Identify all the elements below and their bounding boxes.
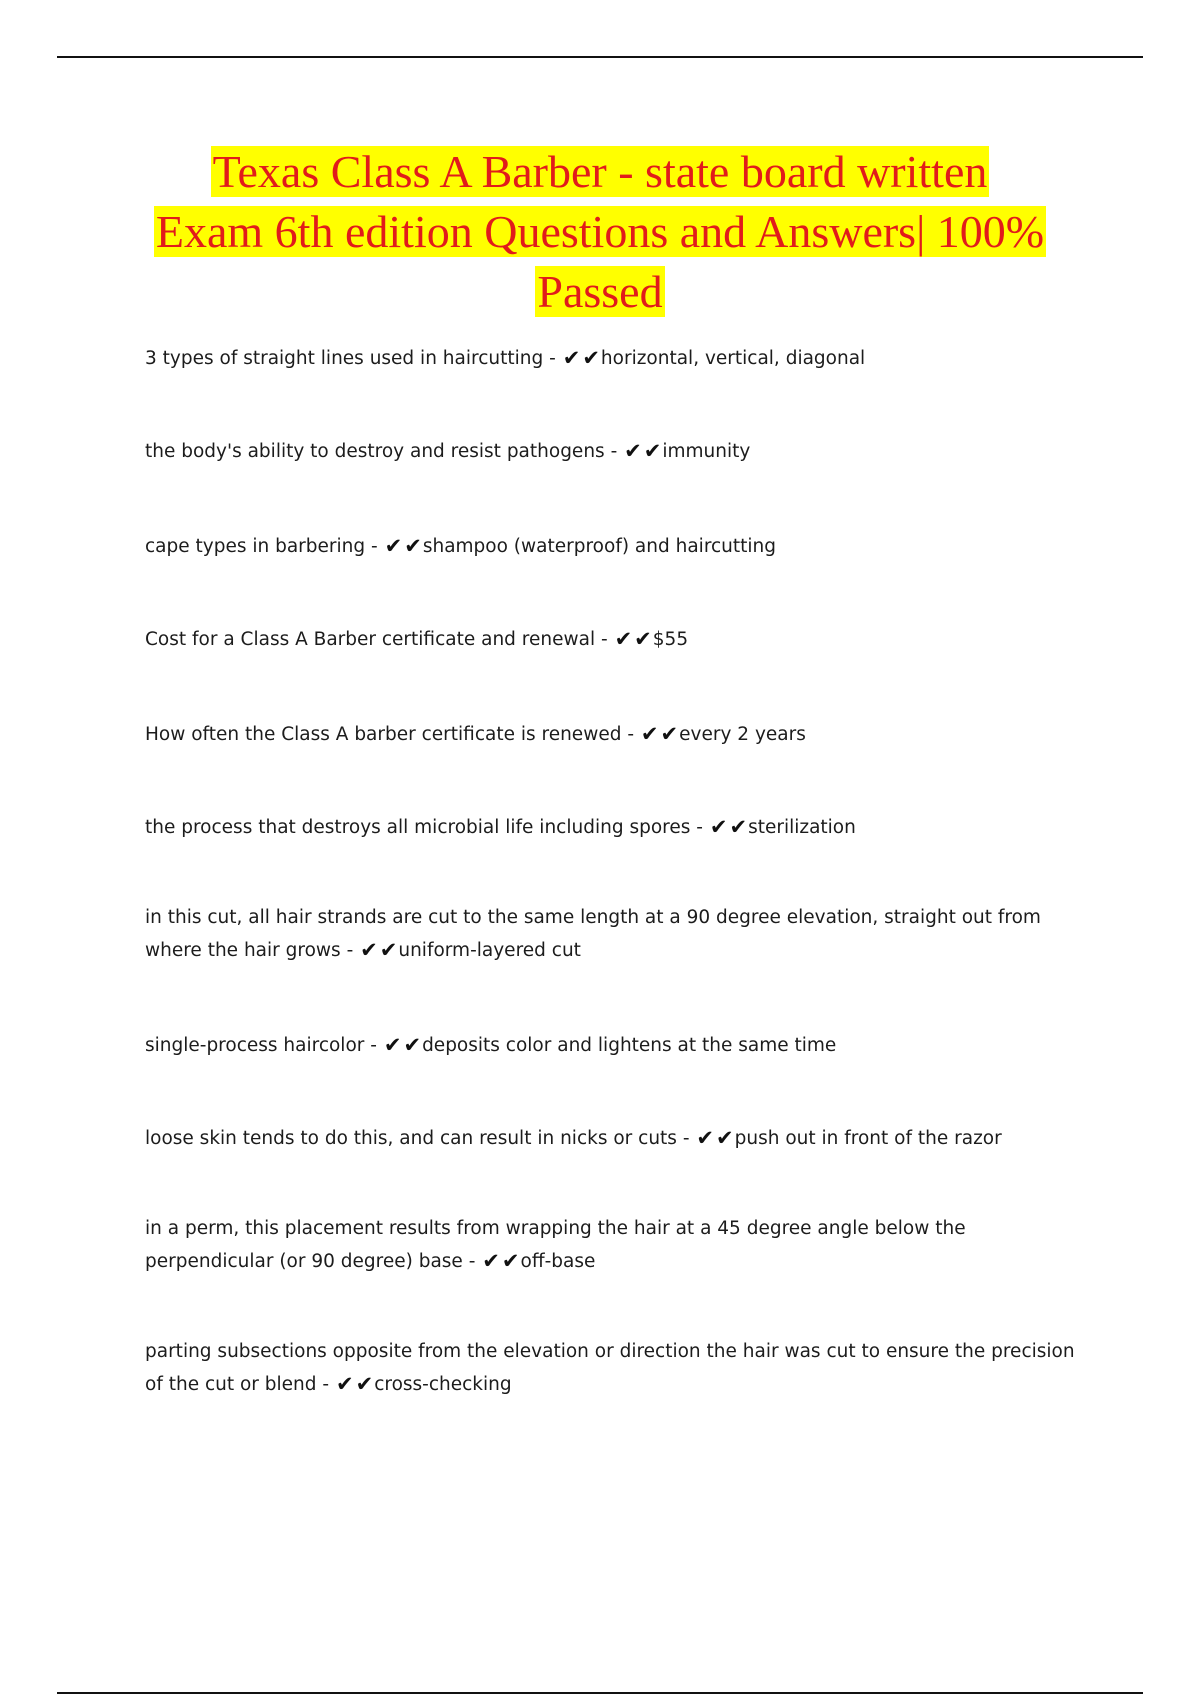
dash: - (610, 441, 618, 462)
question-text: the process that destroys all microbial life including spores (145, 817, 691, 838)
dash: - (322, 1374, 330, 1395)
check-mark-icon: ✔ (643, 439, 662, 463)
check-mark-icon: ✔ (709, 815, 728, 839)
check-mark-icon: ✔ (729, 815, 748, 839)
check-mark-icon: ✔ (403, 1033, 422, 1057)
title-line-3: Passed (537, 266, 663, 317)
answer-text: deposits color and lightens at the same time (422, 1035, 837, 1056)
check-mark-icon: ✔ (336, 1372, 354, 1396)
check-mark-icon: ✔ (360, 938, 378, 962)
check-mark-icon: ✔ (716, 1126, 734, 1150)
answer-text: $55 (652, 629, 689, 650)
answer-text: immunity (662, 441, 751, 462)
check-mark-icon: ✔ (640, 722, 659, 746)
dash: - (682, 1128, 690, 1149)
qa-item (145, 435, 1080, 468)
check-mark-icon: ✔ (404, 534, 422, 558)
qa-item (145, 1336, 1080, 1401)
answer-text: off-base (520, 1251, 596, 1272)
answer-text: shampoo (waterproof) and haircutting (422, 536, 777, 557)
qa-item (145, 1122, 1080, 1155)
qa-item (145, 811, 1080, 844)
check-mark-icon: ✔ (482, 1249, 500, 1273)
question-text: single-process haircolor (145, 1035, 365, 1056)
dash: - (468, 1251, 476, 1272)
answer-text: push out in front of the razor (734, 1128, 1002, 1149)
answer-text: every 2 years (679, 724, 806, 745)
qa-item (145, 1029, 1080, 1062)
check-mark-icon: ✔ (562, 346, 581, 370)
question-text: 3 types of straight lines used in haircutting (145, 348, 544, 369)
dash: - (371, 536, 378, 557)
qa-item (145, 530, 1080, 563)
check-mark-icon: ✔ (624, 439, 642, 463)
question-text: loose skin tends to do this, and can result in nicks or cuts (145, 1128, 677, 1149)
title-line-2: Exam 6th edition Questions and Answers| 100% (155, 206, 1045, 257)
check-mark-icon: ✔ (634, 627, 652, 651)
check-mark-icon: ✔ (379, 938, 398, 962)
question-text: cape types in barbering (145, 536, 366, 557)
qa-item (145, 718, 1080, 751)
qa-item (145, 1213, 1080, 1278)
title-line-1: Texas Class A Barber - state board written (212, 146, 988, 197)
dash: - (549, 348, 556, 369)
qa-item (145, 902, 1080, 967)
question-text: the body's ability to destroy and resist pathogens (145, 441, 605, 462)
dash: - (346, 940, 354, 961)
answer-text: uniform-layered cut (398, 940, 581, 961)
qa-item (145, 342, 1080, 375)
question-text: parting subsections opposite from the elevation or direction the hair was cut to ensure the precision of the cut or blend (145, 1341, 1075, 1395)
question-text: in a perm, this placement results from wrapping the hair at a 45 degree angle below the perpendicular (or 90 degree) base (145, 1218, 966, 1272)
question-text: Cost for a Class A Barber certificate and renewal (145, 629, 596, 650)
check-mark-icon: ✔ (355, 1372, 374, 1396)
answer-text: cross-checking (374, 1374, 512, 1395)
answer-text: horizontal, vertical, diagonal (600, 348, 866, 369)
question-text: in this cut, all hair strands are cut to the same length at a 90 degree elevation, straight out from where the hair grows (145, 907, 1041, 961)
check-mark-icon: ✔ (384, 534, 403, 558)
question-text: How often the Class A barber certificate is renewed (145, 724, 622, 745)
check-mark-icon: ✔ (614, 627, 633, 651)
answer-text: sterilization (748, 817, 856, 838)
dash: - (627, 724, 635, 745)
dash: - (370, 1035, 377, 1056)
check-mark-icon: ✔ (660, 722, 679, 746)
dash: - (600, 629, 608, 650)
check-mark-icon: ✔ (383, 1033, 402, 1057)
qa-item (145, 623, 1080, 656)
dash: - (696, 817, 703, 838)
check-mark-icon: ✔ (696, 1126, 715, 1150)
check-mark-icon: ✔ (501, 1249, 520, 1273)
bottom-rule (57, 1692, 1143, 1694)
check-mark-icon: ✔ (582, 346, 600, 370)
